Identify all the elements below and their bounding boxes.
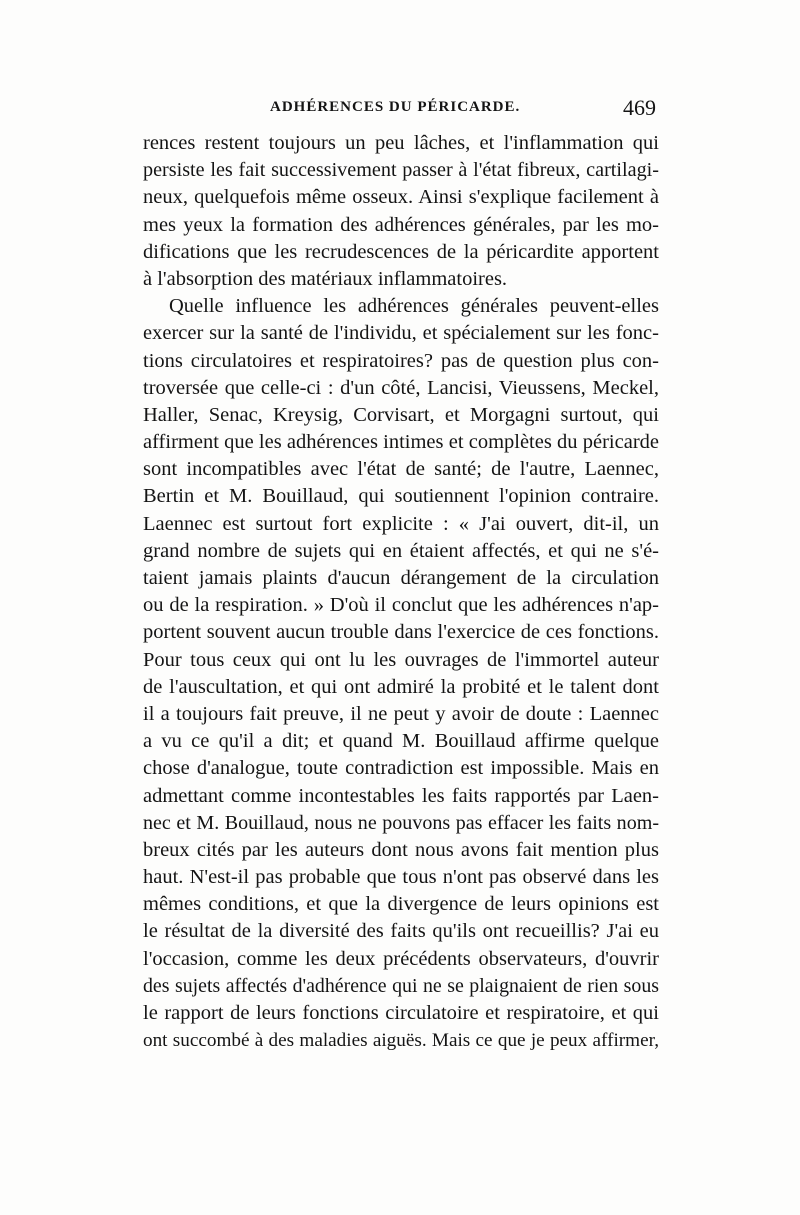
text-line: breux cités par les auteurs dont nous avons fait mention plus (143, 838, 659, 861)
text-line: Haller, Senac, Kreysig, Corvisart, et Morgagni surtout, qui (143, 403, 659, 426)
text-line: neux, quelquefois même osseux. Ainsi s'explique facilement à (143, 186, 659, 209)
text-line: mêmes conditions, et que la divergence de leurs opinions est (143, 893, 659, 916)
running-title: ADHÉRENCES DU PÉRICARDE. (270, 99, 521, 115)
text-line: l'occasion, comme les deux précédents observateurs, d'ouvrir (143, 947, 659, 970)
text-line: portent souvent aucun trouble dans l'exercice de ces fonctions. (143, 621, 659, 644)
text-line: nec et M. Bouillaud, nous ne pouvons pas effacer les faits nom- (143, 811, 659, 834)
text-line: le rapport de leurs fonctions circulatoire et respiratoire, et qui (143, 1002, 659, 1024)
text-line: de l'auscultation, et qui ont admiré la probité et le talent dont (143, 675, 659, 698)
page-number: 469 (623, 95, 656, 120)
text-line: taient jamais plaints d'aucun dérangement de la circulation (143, 567, 659, 589)
text-line: tions circulatoires et respiratoires? pas de question plus con- (143, 349, 659, 372)
text-line: Laennec est surtout fort explicite : « J'ai ouvert, dit-il, un (143, 512, 659, 535)
text-line: troversée que celle-ci : d'un côté, Lancisi, Vieussens, Meckel, (143, 376, 659, 399)
text-line: le résultat de la diversité des faits qu'ils ont recueillis? J'ai eu (143, 920, 659, 943)
text-line: difications que les recrudescences de la péricardite apportent (143, 240, 659, 263)
text-line: Quelle influence les adhérences générales peuvent-elles (169, 295, 659, 318)
text-line: des sujets affectés d'adhérence qui ne se plaignaient de rien sous (143, 974, 659, 997)
text-line: Pour tous ceux qui ont lu les ouvrages de l'immortel auteur (143, 648, 659, 671)
text-line: Bertin et M. Bouillaud, qui soutiennent l'opinion contraire. (143, 485, 659, 508)
text-line: mes yeux la formation des adhérences générales, par les mo- (143, 213, 659, 236)
text-line: il a toujours fait preuve, il ne peut y avoir de doute : Laennec (143, 702, 659, 725)
text-line: sont incompatibles avec l'état de santé; de l'autre, Laennec, (143, 458, 659, 481)
text-line: grand nombre de sujets qui en étaient affectés, et qui ne s'é- (143, 539, 659, 562)
text-line: ont succombé à des maladies aiguës. Mais ce que je peux affirmer, (143, 1030, 659, 1052)
text-line: chose d'analogue, toute contradiction est impossible. Mais en (143, 757, 659, 780)
text-line: ou de la respiration. » D'où il conclut que les adhérences n'ap- (143, 594, 659, 617)
text-line: a vu ce qu'il a dit; et quand M. Bouillaud affirme quelque (143, 730, 659, 753)
text-line: affirment que les adhérences intimes et complètes du péricarde (143, 431, 659, 454)
body-text (143, 130, 659, 1054)
running-header (140, 95, 660, 125)
text-line: exercer sur la santé de l'individu, et spécialement sur les fonc- (143, 322, 659, 345)
text-line: à l'absorption des matériaux inflammatoires. (143, 267, 508, 290)
text-line: persiste les fait successivement passer à l'état fibreux, cartilagi- (143, 159, 659, 182)
text-line: admettant comme incontestables les faits rapportés par Laen- (143, 784, 659, 807)
text-line: haut. N'est-il pas probable que tous n'ont pas observé dans les (143, 866, 659, 889)
text-line: rences restent toujours un peu lâches, et l'inflammation qui (143, 132, 659, 154)
